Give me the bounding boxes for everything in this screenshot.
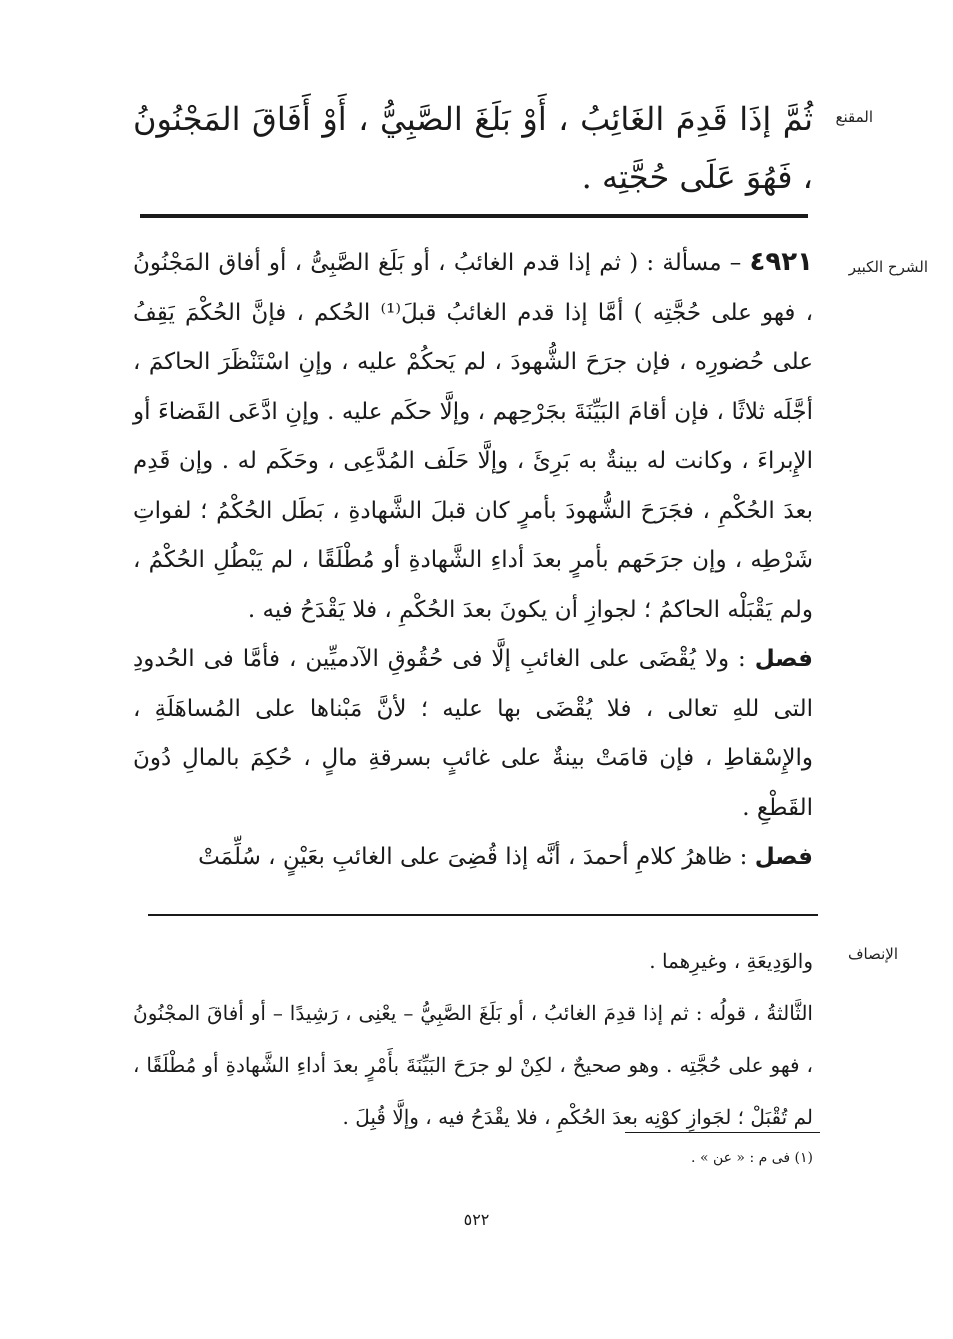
insaf-paragraph: الثَّالثةُ ، قولُه : ثم إذا قدِمَ الغائبُ ، أو بَلَغَ الصَّبِيُّ – يعْنِى ، رَشِيدًا – أو أفاقَ المجْنُونُ ، فهو على حُجَّتِه . وهو صحيحٌ ، لكِنْ لو جرَحَ البَيِّنَةَ بأَمْرٍ بعدَ أداءِ الشَّهادةِ أو مُطْلَقًا ، لم تُقْبَلْ ؛ لجَوازِ كوْنِه بعدَ الحُكْمِ ، فلا يقْدَحُ فيه ، وإلَّا قُبِلَ . bbox=[133, 1001, 813, 1129]
fasl-heading: فصل bbox=[754, 844, 813, 870]
fasl-text: : ولا يُقْضَى على الغائبِ إلَّا فى حُقُوقِ الآدميِّين ، فأمَّا فى الحُدودِ التى للهِ تعالى ، فلا يُقْضَى بها عليه ؛ لأنَّ مَبْناها على المُساهَلَةِ ، والإِسْقاطِ ، فإن قامَتْ بينةٌ على غائبٍ بسرقةِ مالٍ ، حُكِمَ بالمالِ دُونَ القَطْعِ . bbox=[133, 646, 813, 821]
footnote: (١) فى م : « عن » . bbox=[691, 1150, 813, 1166]
section-label-insaf: الإنصاف bbox=[847, 945, 898, 963]
section-divider-middle bbox=[148, 914, 818, 916]
insaf-text bbox=[133, 935, 813, 1143]
masala-text: – مسألة : ( ثم إذا قدم الغائبُ ، أو بَلَغ الصَّبِىُّ ، أو أفاق المَجْنُونُ ، فهو على حُجَّتِه ) أمَّا إذا قدم الغائبُ قبلَ⁽¹⁾ الحُكم ، فإنَّ الحُكْمَ يَقِفُ على حُضورِه ، فإن جرَحَ الشُّهودَ ، لم يَحكُمْ عليه ، وإنِ اسْتَنْظَرَ الحاكمَ ، أجَّلَه ثلاثًا ، فإن أقامَ البَيِّنَةَ بجَرْحِهم ، وإلَّا حكَم عليه . وإنِ ادَّعَى القَضاءَ أو الإِبراءَ ، وكانت له بينةٌ به بَرِئَ ، وإلَّا حَلَف المُدَّعِى ، وحَكَم له . وإن قَدِم بعدَ الحُكْمِ ، فجَرَحَ الشُّهودَ بأمرٍ كان قبلَ الشَّهادةِ ، بَطَل الحُكْمُ ؛ لفواتِ شَرْطِه ، وإن جرَحَهم بأمرٍ بعدَ أداءِ الشَّهادةِ أو مُطْلَقًا ، لم يَبْطُلِ الحُكْمُ ، ولم يَقْبَلْه الحاكمُ ؛ لجوازِ أن يكونَ بعدَ الحُكْمِ ، فلا يَقْدَحُ فيه . bbox=[133, 250, 814, 623]
footnote-divider bbox=[625, 1132, 820, 1133]
insaf-first-line: والوَدِيعَةِ ، وغيرِهما . bbox=[649, 949, 813, 973]
sharh-paragraph-fasl-2 bbox=[133, 833, 813, 883]
muqni-text: ثُمَّ إذَا قَدِمَ الغَائِبُ ، أَوْ بَلَغَ الصَّبِيُّ ، أَوْ أَفَاقَ المَجْنُونُ ، فَهُوَ عَلَى حُجَّتِه . bbox=[133, 100, 813, 196]
sharh-paragraph-fasl-1 bbox=[133, 635, 813, 833]
section-divider-top bbox=[140, 214, 808, 218]
issue-number: ٤٩٢١ bbox=[749, 247, 813, 277]
section-label-sharh: الشرح الكبير bbox=[848, 258, 928, 276]
sharh-paragraph-masala bbox=[133, 238, 813, 635]
section-label-muqni: المقنع bbox=[835, 108, 873, 126]
page-number: ٥٢٢ bbox=[463, 1210, 490, 1229]
sharh-text bbox=[133, 238, 813, 883]
fasl-heading: فصل bbox=[754, 646, 813, 672]
fasl-text: : ظاهرُ كلامِ أحمدَ ، أنَّه إذا قُضِىَ على الغائبِ بعَيْنٍ ، سُلِّمَتْ bbox=[198, 844, 755, 870]
